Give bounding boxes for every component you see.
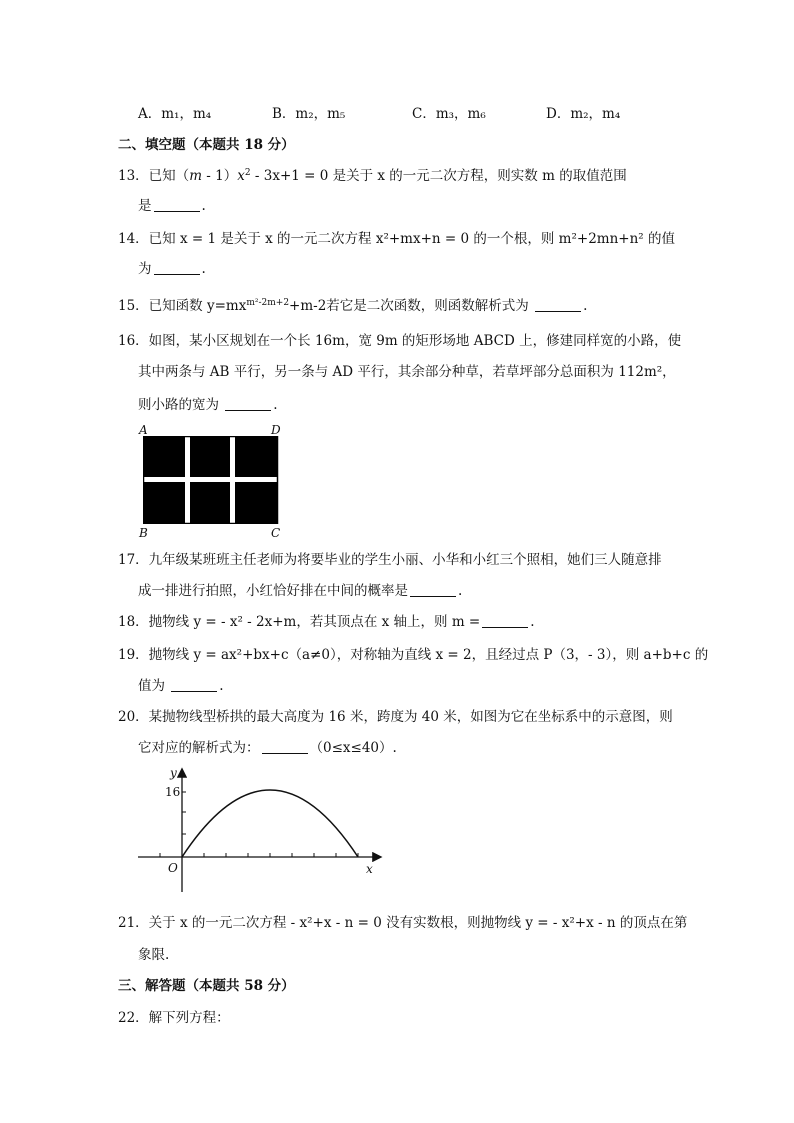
q19-line1: 19．抛物线 y = ax²+bx+c（a≠0），对称轴为直线 x = 2，且经过点 P（3，- 3），则 a+b+c 的 <box>118 647 709 663</box>
q14-line1: 14．已知 x = 1 是关于 x 的一元二次方程 x²+mx+n = 0 的一个根，则 m²+2mn+n² 的值 <box>118 231 675 247</box>
fig20-y-label: y <box>170 766 177 780</box>
option-a: A．m₁，m₄ <box>138 106 212 122</box>
q20-line2: 它对应的解析式为： （0≤x≤40）. <box>138 740 397 756</box>
path-horizontal <box>143 477 279 482</box>
answer-blank[interactable] <box>482 613 528 628</box>
q13-eq: - 3x+1 = 0 是关于 x 的一元二次方程，则实数 m 的取值范围 <box>250 168 627 184</box>
q13-line2: 是 . <box>138 198 206 214</box>
section-2-title: 二、填空题（本题共 18 分） <box>118 137 295 153</box>
answer-blank[interactable] <box>154 260 200 275</box>
answer-blank[interactable] <box>171 677 217 692</box>
fig16-label-c: C <box>271 526 281 540</box>
option-d: D．m₂，m₄ <box>546 106 621 122</box>
option-b: B．m₂，m₅ <box>272 106 346 122</box>
section-3-title: 三、解答题（本题共 58 分） <box>118 978 295 994</box>
q16-line1: 16．如图，某小区规划在一个长 16m，宽 9m 的矩形场地 ABCD 上，修建同样宽的小路，使 <box>118 333 682 349</box>
fig16-rectangle-diagram <box>143 436 279 524</box>
q14-line2: 为 . <box>138 261 206 277</box>
answer-blank[interactable] <box>225 396 271 411</box>
fig16-label-b: B <box>139 526 148 540</box>
q13-m: m <box>189 168 202 184</box>
q15-exponent: m²-2m+2 <box>246 298 290 308</box>
q16-line3: 则小路的宽为 . <box>138 397 278 413</box>
answer-blank[interactable] <box>535 297 581 312</box>
answer-blank[interactable] <box>410 582 456 597</box>
option-c: C．m₃，m₆ <box>412 106 486 122</box>
q17-line2: 成一排进行拍照，小红恰好排在中间的概率是 . <box>138 583 463 599</box>
parabola-arch <box>182 790 358 857</box>
q13-pre: 13．已知（ <box>118 168 190 184</box>
fig20-x-label: x <box>366 862 373 876</box>
q22-line: 22．解下列方程： <box>118 1010 230 1026</box>
q19-line2: 值为 . <box>138 678 224 694</box>
q16-line2: 其中两条与 AB 平行，另一条与 AD 平行，其余部分种草，若草坪部分总面积为 112m²， <box>138 364 676 380</box>
q18-line: 18．抛物线 y = - x² - 2x+m，若其顶点在 x 轴上，则 m = . <box>118 614 535 630</box>
q15-line: 15．已知函数 $y=mx^{m^2-2m+2}+m-2$若它是二次函数，则函数解析式为 . <box>118 298 588 314</box>
answer-blank[interactable] <box>262 739 308 754</box>
fig16-label-a: A <box>139 423 148 437</box>
q20-line1: 20．某抛物线型桥拱的最大高度为 16 米，跨度为 40 米，如图为它在坐标系中的示意图，则 <box>118 709 673 725</box>
fig16-label-d: D <box>271 423 281 437</box>
q17-line1: 17．九年级某班班主任老师为将要毕业的学生小丽、小华和小红三个照相，她们三人随意排 <box>118 552 662 568</box>
q21-line1: 21．关于 x 的一元二次方程 - x²+x - n = 0 没有实数根，则抛物线 y = - x²+x - n 的顶点在第 <box>118 915 688 931</box>
fig20-tick-16: 16 <box>165 785 181 799</box>
q13-line1: 13．已知$(m - 1)x^2 - 3x+1 = 0$ 是关于 x 的一元二次方程，则实数 m 的取值范围 <box>118 168 627 184</box>
answer-blank[interactable] <box>154 197 200 212</box>
fig20-origin-label: O <box>168 861 178 875</box>
q21-line2: 象限. <box>138 947 170 963</box>
q13-post: - 1） <box>202 168 238 184</box>
